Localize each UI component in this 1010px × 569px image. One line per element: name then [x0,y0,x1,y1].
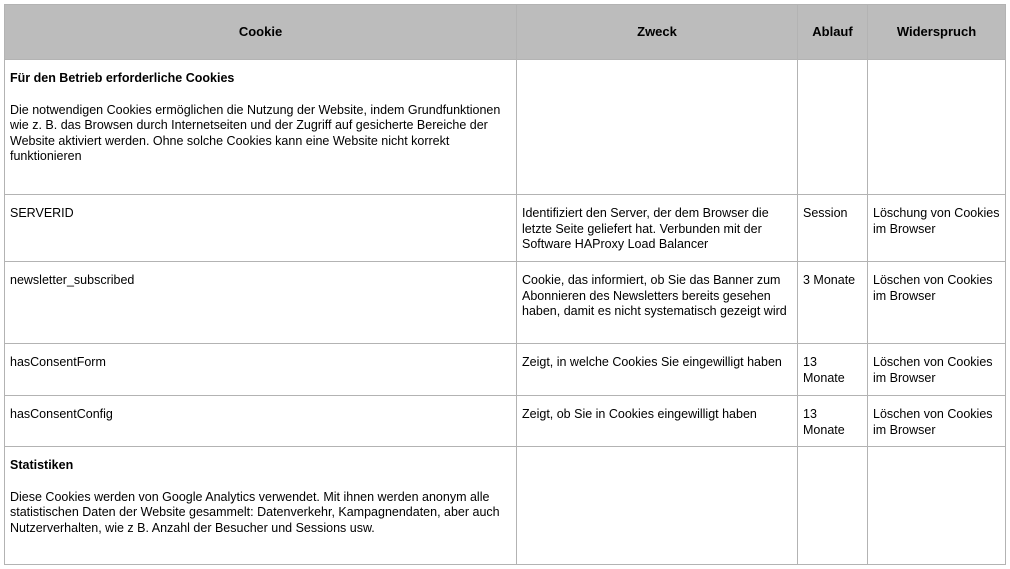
cookie-objection: Löschung von Cookies im Browser [873,206,1000,236]
expiry-cell [798,344,868,396]
header-row [5,5,1006,60]
cookie-objection: Löschen von Cookies im Browser [873,355,993,385]
cookie-purpose: Zeigt, in welche Cookies Sie eingewilligt haben [522,355,782,369]
table-row [5,344,1006,396]
section-cell [5,60,517,195]
table-row [5,195,1006,262]
section-title: Für den Betrieb erforderliche Cookies [10,71,235,85]
cookie-expiry: 13 Monate [803,407,845,437]
cookie-name: hasConsentConfig [10,407,113,421]
cookie-name-cell [5,344,517,396]
cookie-name: hasConsentForm [10,355,106,369]
purpose-cell [517,195,798,262]
table-row [5,262,1006,344]
expiry-cell [798,262,868,344]
cookie-objection: Löschen von Cookies im Browser [873,273,993,303]
purpose-cell [517,396,798,447]
section-description: Diese Cookies werden von Google Analytics verwendet. Mit ihnen werden anonym alle statistischen Daten der Website gesammelt: Datenverkehr, Kampagnendaten, aber auch Nutzerverhalten, wie z B. Anzahl der Besucher und Sessions usw. [10,489,500,535]
cookie-table [4,4,1006,565]
cookie-name: SERVERID [10,206,74,220]
purpose-cell [517,262,798,344]
header-zweck: Zweck [517,5,798,60]
objection-cell [868,195,1006,262]
objection-cell [868,344,1006,396]
cookie-purpose: Identifiziert den Server, der dem Browser die letzte Seite geliefert hat. Verbunden mit der Software HAProxy Load Balancer [522,206,769,251]
empty-cell [798,447,868,565]
cookie-name-cell [5,195,517,262]
section-row-required [5,60,1006,195]
cookie-expiry: Session [803,206,848,220]
cookie-expiry: 3 Monate [803,273,856,287]
header-ablauf: Ablauf [798,5,868,60]
expiry-cell [798,195,868,262]
cookie-name-cell [5,396,517,447]
header-cookie: Cookie [5,5,517,60]
section-description: Die notwendigen Cookies ermöglichen die Nutzung der Website, indem Grundfunktionen wie z. B. das Browsen durch Internetseiten und der Zugriff auf gesicherte Bereiche der Website aktiviert werden. Ohne solche Cookies kann eine Website nicht korrekt funktionieren [10,102,501,163]
objection-cell [868,396,1006,447]
table-row [5,396,1006,447]
header-widerspruch: Widerspruch [868,5,1006,60]
objection-cell [868,262,1006,344]
empty-cell [798,60,868,195]
cookie-purpose: Zeigt, ob Sie in Cookies eingewilligt haben [522,407,757,421]
empty-cell [868,60,1006,195]
empty-cell [868,447,1006,565]
cookie-name-cell [5,262,517,344]
empty-cell [517,447,798,565]
expiry-cell [798,396,868,447]
cookie-purpose: Cookie, das informiert, ob Sie das Banner zum Abonnieren des Newsletters bereits gesehen haben, damit es nicht systematisch gezeigt wird [522,273,787,318]
section-row-statistics [5,447,1006,565]
cookie-expiry: 13 Monate [803,355,845,385]
purpose-cell [517,344,798,396]
section-title: Statistiken [10,458,74,472]
cookie-objection: Löschen von Cookies im Browser [873,407,993,437]
cookie-name: newsletter_subscribed [10,273,135,287]
section-cell [5,447,517,565]
empty-cell [517,60,798,195]
